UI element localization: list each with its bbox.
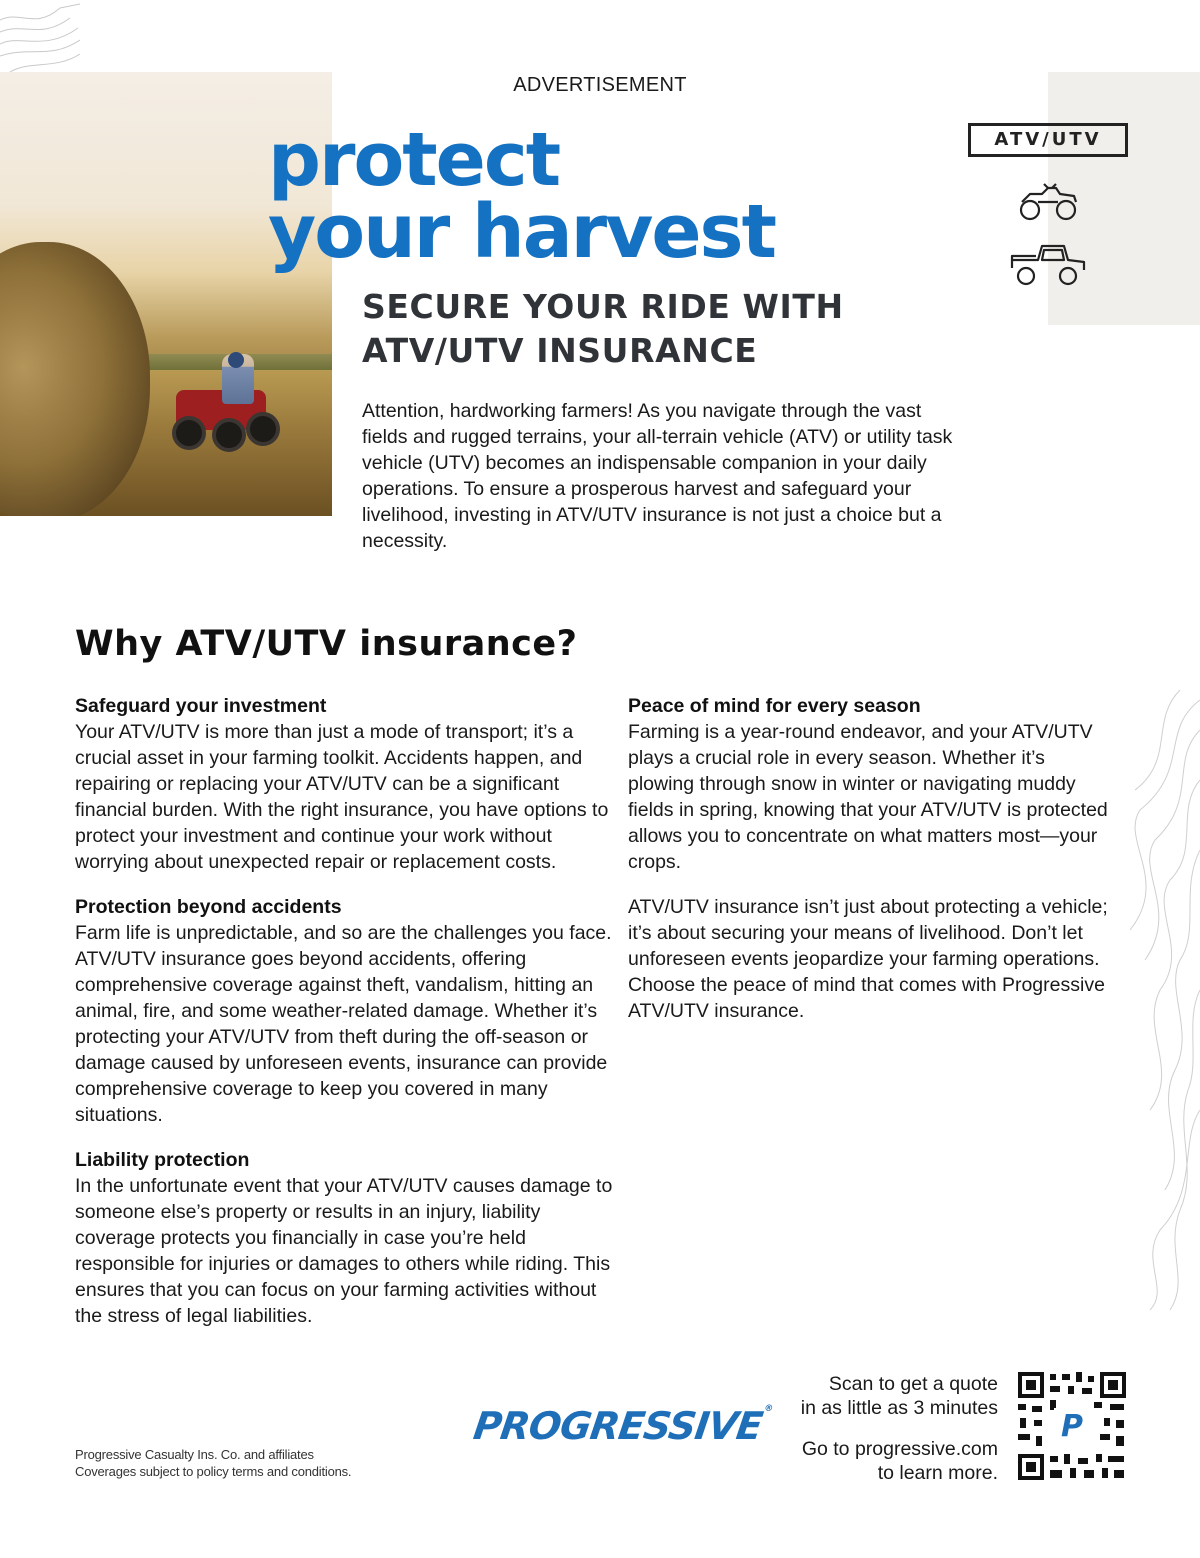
topographic-pattern-top-left xyxy=(0,0,80,72)
advertisement-label: ADVERTISEMENT xyxy=(513,74,687,96)
benefit-heading: Peace of mind for every season xyxy=(628,695,921,717)
qr-logo-letter: P xyxy=(1061,1409,1083,1444)
website-cta xyxy=(698,1437,998,1485)
atv-icon xyxy=(1016,180,1080,224)
headline xyxy=(268,117,775,275)
headline-line-1: protect xyxy=(268,117,560,203)
subhead-line-1: SECURE YOUR RIDE WITH xyxy=(362,287,844,326)
website-line: to learn more. xyxy=(877,1462,998,1484)
benefits-left-column xyxy=(75,693,615,1348)
benefit-heading: Protection beyond accidents xyxy=(75,896,342,918)
scan-cta xyxy=(698,1372,998,1420)
scan-line: in as little as 3 minutes xyxy=(800,1397,998,1419)
subhead-line-2: ATV/UTV INSURANCE xyxy=(362,331,758,370)
qr-code[interactable] xyxy=(1016,1370,1128,1482)
disclaimer-line: Progressive Casualty Ins. Co. and affiliates xyxy=(75,1447,314,1462)
benefit-body: Your ATV/UTV is more than just a mode of transport; it’s a crucial asset in your farming toolkit. Accidents happen, and repairing or replacing your ATV/UTV can be a significant financial burden. With the right insurance, you have options to protect your investment and continue your work without worrying about unexpected repair or replacement costs. xyxy=(75,721,609,873)
logo-text: PROGRESSIVE xyxy=(470,1404,765,1448)
benefits-right-column xyxy=(628,693,1108,1043)
intro-paragraph: Attention, hardworking farmers! As you navigate through the vast fields and rugged terrains, your all-terrain vehicle (ATV) or utility task vehicle (UTV) becomes an indispensable companion in your daily operations. To ensure a prosperous harvest and safeguard your livelihood, investing in ATV/UTV insurance is not just a choice but a necessity. xyxy=(362,400,953,552)
topographic-pattern-right xyxy=(1120,690,1200,1310)
benefit-body: Farming is a year-round endeavor, and your ATV/UTV plays a crucial role in every season. Whether it’s plowing through snow in winter or navigating muddy fields in spring, knowing that your ATV/UTV is protected allows you to concentrate on what matters most—your crops. xyxy=(628,721,1108,873)
headline-line-2: your harvest xyxy=(268,189,775,275)
section-title: Why ATV/UTV insurance? xyxy=(75,624,578,664)
benefit-heading: Liability protection xyxy=(75,1149,250,1171)
benefit-body: In the unfortunate event that your ATV/UTV causes damage to someone else’s property or results in an injury, liability coverage protects you financially in case you’re held responsible for injuries or damages to others while riding. This ensures that you can focus on your farming activities without the stress of legal liabilities. xyxy=(75,1175,613,1327)
subheadline xyxy=(362,285,882,373)
closing-paragraph: ATV/UTV insurance isn’t just about protecting a vehicle; it’s about securing your means of livelihood. Don’t let unforeseen events jeopardize your farming operations. Choose the peace of mind that comes with Progressive ATV/UTV insurance. xyxy=(628,896,1108,1022)
legal-disclaimer xyxy=(75,1446,351,1480)
atv-utv-badge: ATV/UTV xyxy=(968,123,1128,157)
benefit-body: Farm life is unpredictable, and so are the challenges you face. ATV/UTV insurance goes beyond accidents, offering comprehensive coverage against theft, vandalism, hitting an animal, fire, and some weather-related damage. Whether it’s protecting your ATV/UTV from theft during the off-season or damage caused by unforeseen events, insurance can provide comprehensive coverage to keep you covered in many situations. xyxy=(75,922,612,1126)
utv-icon xyxy=(1008,238,1088,288)
benefit-heading: Safeguard your investment xyxy=(75,695,327,717)
website-line: Go to progressive.com xyxy=(801,1438,998,1460)
scan-line: Scan to get a quote xyxy=(828,1373,998,1395)
disclaimer-line: Coverages subject to policy terms and conditions. xyxy=(75,1464,352,1479)
registered-mark: ® xyxy=(763,1404,773,1414)
